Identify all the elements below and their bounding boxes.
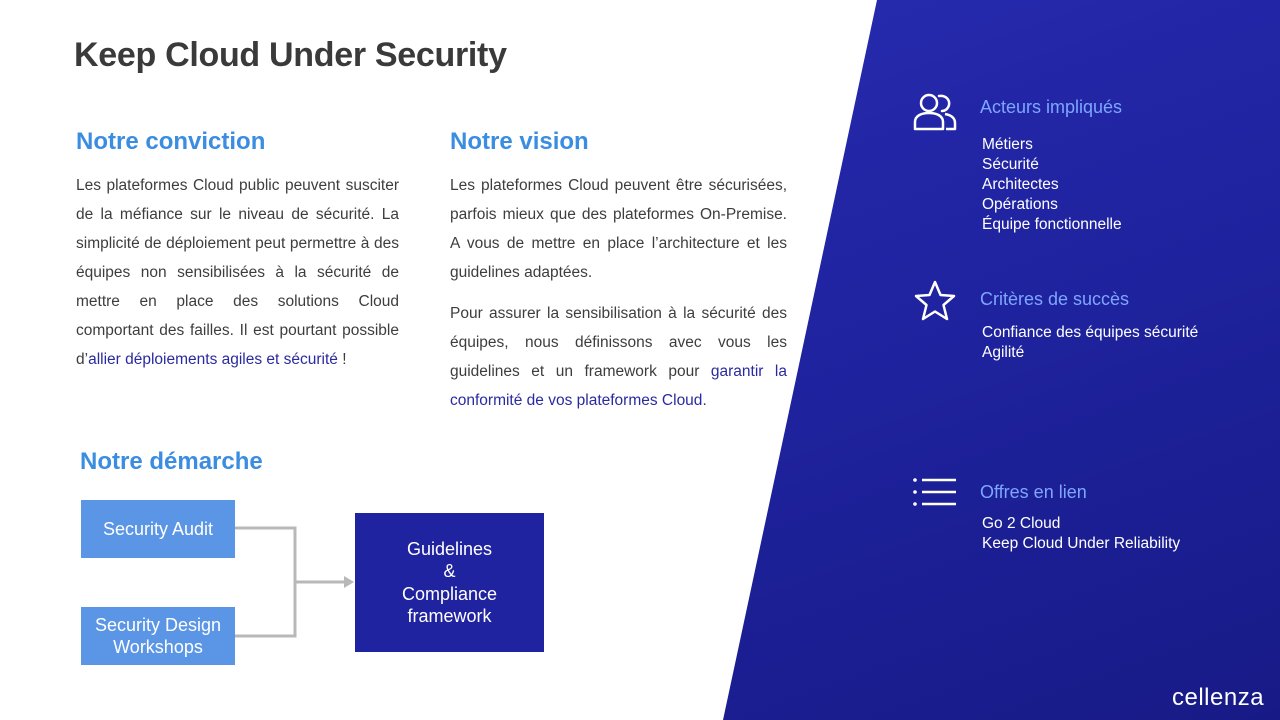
actors-item: Sécurité bbox=[982, 156, 1039, 173]
star-icon bbox=[913, 280, 957, 322]
guidelines-label-line2: & bbox=[443, 561, 456, 581]
arrow-head-icon bbox=[344, 576, 354, 588]
actors-item: Opérations bbox=[982, 196, 1058, 213]
bracket-line bbox=[235, 528, 295, 636]
offers-title: Offres en lien bbox=[980, 482, 1087, 502]
success-title: Critères de succès bbox=[980, 289, 1130, 309]
success-list bbox=[982, 323, 1198, 363]
conviction-text-accent: allier déploiements agiles et sécurité bbox=[88, 351, 338, 368]
vision-paragraph-2-after: . bbox=[702, 392, 707, 409]
approach-heading: Notre démarche bbox=[80, 448, 263, 475]
security-design-label-line2: Workshops bbox=[113, 637, 203, 657]
conviction-text-before: Les plateformes Cloud public peuvent susciter de la méfiance sur le niveau de sécurité. La simplicité de déploiement peut permettre à des équipes non sensibilisées à la sécurité de mettre en place des solutions Cloud comportant des failles. Il est pourtant possible d’ bbox=[76, 177, 399, 368]
offers-item: Go 2 Cloud bbox=[982, 515, 1061, 532]
actors-item: Architectes bbox=[982, 176, 1059, 193]
actors-list bbox=[982, 135, 1122, 235]
vision-paragraph-2-accent: garantir la conformité de vos plateformes Cloud bbox=[450, 363, 787, 409]
offers-item: Keep Cloud Under Reliability bbox=[982, 535, 1181, 552]
list-icon bbox=[912, 477, 958, 509]
guidelines-label-line4: framework bbox=[407, 606, 492, 626]
guidelines-label-line3: Compliance bbox=[401, 583, 498, 604]
conviction-heading: Notre conviction bbox=[76, 128, 266, 155]
actors-item: Métiers bbox=[982, 136, 1033, 153]
vision-paragraph-1: Les plateformes Cloud peuvent être sécurisées, parfois mieux que des plateformes On-Premise. A vous de mettre en place l’architecture et les guidelines adaptées. bbox=[450, 177, 787, 281]
offers-list bbox=[982, 514, 1180, 554]
page-title: Keep Cloud Under Security bbox=[74, 36, 507, 74]
success-item: Confiance des équipes sécurité bbox=[982, 324, 1199, 341]
people-icon bbox=[912, 92, 958, 132]
actors-item: Équipe fonctionnelle bbox=[982, 216, 1122, 233]
cellenza-logo: cellenza bbox=[1172, 684, 1265, 711]
security-audit-label: Security Audit bbox=[102, 519, 214, 539]
conviction-text-after: ! bbox=[337, 351, 347, 368]
security-design-label-line1: Security Design bbox=[94, 615, 222, 635]
actors-title: Acteurs impliqués bbox=[980, 97, 1123, 117]
success-item: Agilité bbox=[982, 344, 1025, 361]
vision-heading: Notre vision bbox=[450, 128, 589, 155]
guidelines-label-line1: Guidelines bbox=[406, 538, 493, 559]
vision-paragraph-2-before: Pour assurer la sensibilisation à la sécurité des équipes, nous définissons avec vous les guidelines et un framework pour bbox=[450, 305, 787, 380]
